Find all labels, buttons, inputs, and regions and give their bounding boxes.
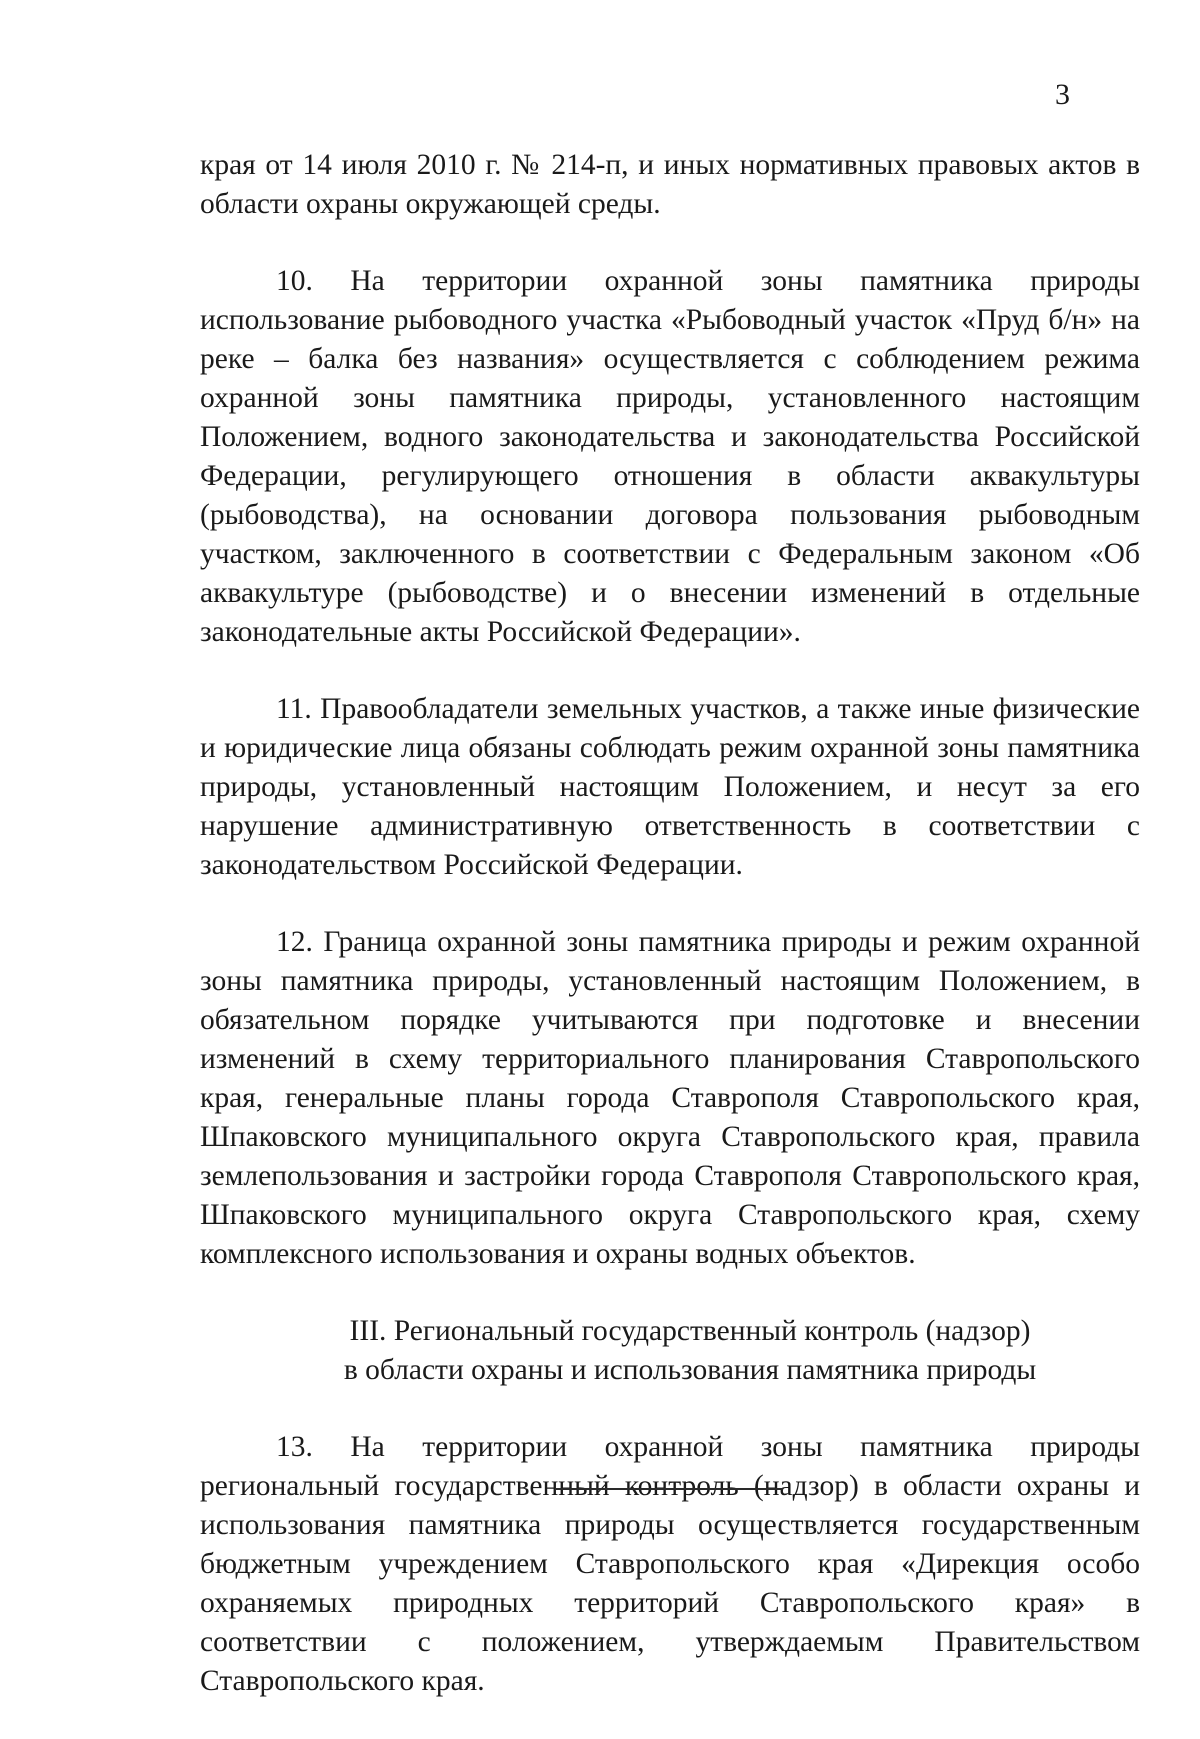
section-3-heading-line-2: в области охраны и использования памятника природы <box>343 1354 1037 1386</box>
section-3-heading-line-1: III. Региональный государственный контроль (надзор) <box>349 1315 1031 1347</box>
end-separator-line <box>555 1488 783 1490</box>
paragraph-item-12: 12. Граница охранной зоны памятника природы и режим охранной зоны памятника природы, установленный настоящим Положением, в обязательном порядке учитываются при подготовке и внесении изменений в схему территориального планирования Ставропольского края, генеральные планы города Ставрополя Ставропольского края, Шпаковского муниципального округа Ставропольского края, правила землепользования и застройки города Ставрополя Ставропольского края, Шпаковского муниципального округа Ставропольского края, схему комплексного использования и охраны водных объектов. <box>200 926 1140 1270</box>
document-body <box>200 146 1140 1739</box>
paragraph-item-10: 10. На территории охранной зоны памятника природы использование рыбоводного участка «Рыбоводный участок «Пруд б/н» на реке – балка без названия» осуществляется с соблюдением режима охранной зоны памятника природы, установленного настоящим Положением, водного законодательства и законодательства Российской Федерации, регулирующего отношения в области аквакультуры (рыбоводства), на основании договора пользования рыбоводным участком, заключенного в соответствии с Федеральным законом «Об аквакультуре (рыбоводстве) и о внесении изменений в отдельные законодательные акты Российской Федерации». <box>200 265 1140 648</box>
paragraph-continuation: края от 14 июля 2010 г. № 214-п, и иных нормативных правовых актов в области охраны окружающей среды. <box>200 149 1140 220</box>
page-number: 3 <box>1055 78 1070 111</box>
section-3-heading <box>200 1312 1140 1390</box>
paragraph-item-11: 11. Правообладатели земельных участков, а также иные физические и юридические лица обязаны соблюдать режим охранной зоны памятника природы, установленный настоящим Положением, и несут за его нарушение административную ответственность в соответствии с законодательством Российской Федерации. <box>200 693 1140 881</box>
paragraph-item-13: 13. На территории охранной зоны памятника природы региональный государственный контроль (надзор) в области охраны и использования памятника природы осуществляется государственным бюджетным учреждением Ставропольского края «Дирекция особо охраняемых природных территорий Ставропольского края» в соответствии с положением, утверждаемым Правительством Ставропольского края. <box>200 1431 1140 1697</box>
